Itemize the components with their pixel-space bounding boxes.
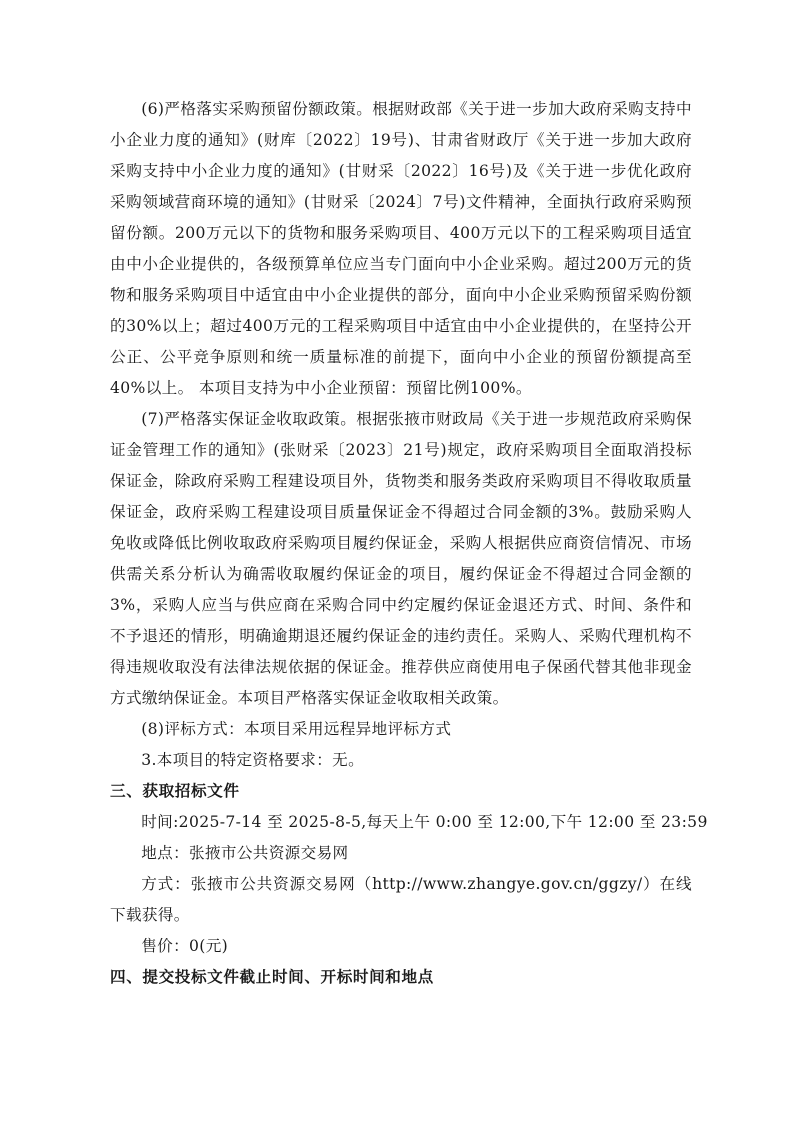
obtain-location: 地点：张掖市公共资源交易网 xyxy=(141,844,349,862)
section-heading-obtain-documents: 三、获取招标文件 xyxy=(110,782,240,800)
paragraph-deposit-policy: (7)严格落实保证金收取政策。根据张掖市财政局《关于进一步规范政府采购保证金管理工作的通知》(张财采〔2023〕21号)规定，政府采购项目全面取消投标保证金，除政府采购工程建设项目外，货物类和服务类政府采购项目不得收取质量保证金，政府采购工程建设项目质量保证金不得超过合同金额的3%。鼓励采购人免收或降低比例收取政府采购项目履约保证金，采购人根据供应商资信情况、市场供需关系分析认为确需收取履约保证金的项目，履约保证金不得超过合同金额的3%，采购人应当与供应商在采购合同中约定履约保证金退还方式、时间、条件和不予退还的情形，明确逾期退还履约保证金的违约责任。采购人、采购代理机构不得违规收取没有法律法规依据的保证金。推荐供应商使用电子保函代替其他非现金方式缴纳保证金。本项目严格落实保证金收取相关政策。 xyxy=(110,410,692,707)
section-heading-submission-deadline: 四、提交投标文件截止时间、开标时间和地点 xyxy=(110,968,434,986)
document-page xyxy=(110,94,708,993)
obtain-method: 方式：张掖市公共资源交易网（http://www.zhangye.gov.cn/ggzy/）在线下载获得。 xyxy=(110,875,692,924)
paragraph-qualification: 3.本项目的特定资格要求：无。 xyxy=(141,751,365,769)
paragraph-preferential-quota: (6)严格落实采购预留份额政策。根据财政部《关于进一步加大政府采购支持中小企业力度的通知》(财库〔2022〕19号)、甘肃省财政厅《关于进一步加大政府采购支持中小企业力度的通知》(甘财采〔2022〕16号)及《关于进一步优化政府采购领域营商环境的通知》(甘财采〔2024〕7号)文件精神，全面执行政府采购预留份额。200万元以下的货物和服务采购项目、400万元以下的工程采购项目适宜由中小企业提供的，各级预算单位应当专门面向中小企业采购。超过200万元的货物和服务采购项目中适宜由中小企业提供的部分，面向中小企业采购预留采购份额的30%以上；超过400万元的工程采购项目中适宜由中小企业提供的，在坚持公开公正、公平竞争原则和统一质量标准的前提下，面向中小企业的预留份额提高至40%以上。 本项目支持为中小企业预留：预留比例100%。 xyxy=(110,100,692,397)
document-price: 售价：0(元) xyxy=(141,937,229,955)
obtain-time: 时间:2025-7-14 至 2025-8-5,每天上午 0:00 至 12:00,下午 12:00 至 23:59 xyxy=(141,813,708,831)
paragraph-evaluation-method: (8)评标方式：本项目采用远程异地评标方式 xyxy=(141,720,452,738)
